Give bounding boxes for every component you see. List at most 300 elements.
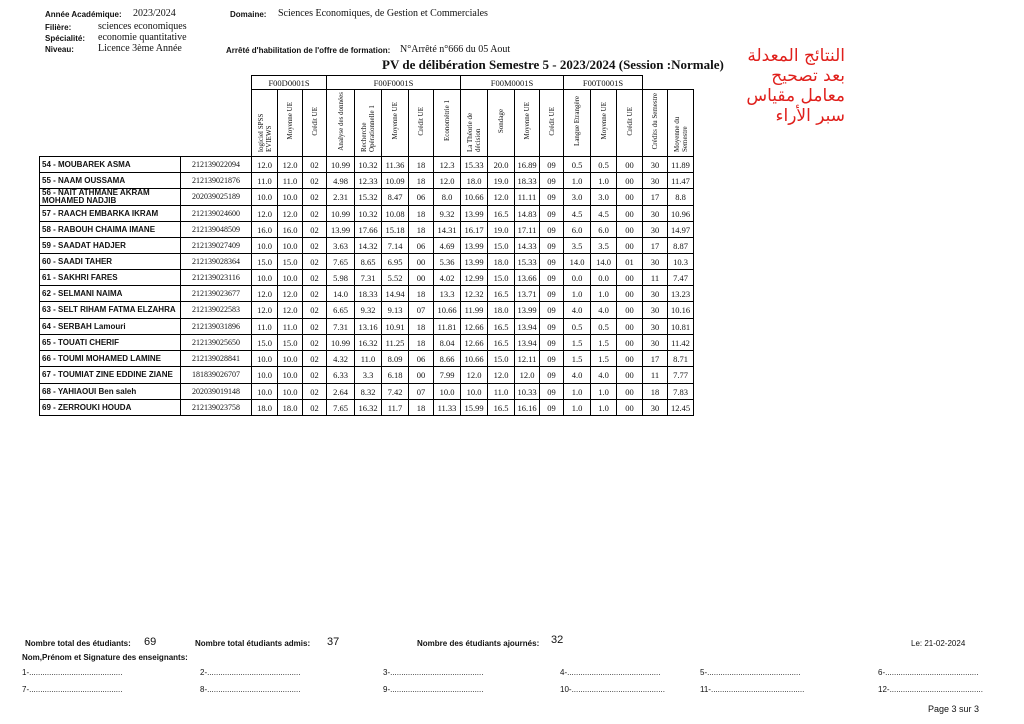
grade-cell: 15.18 <box>382 222 409 238</box>
grade-cell: 13.94 <box>515 335 540 351</box>
grade-cell: 8.32 <box>355 384 382 400</box>
grade-cell: 7.31 <box>327 319 355 335</box>
grade-cell: 09 <box>540 222 564 238</box>
grade-cell: 10.91 <box>382 319 409 335</box>
grade-cell: 2.64 <box>327 384 355 400</box>
student-matricule: 181839026707 <box>181 367 252 384</box>
subject-header: La Théorie de décision <box>461 90 488 157</box>
grade-cell: 4.0 <box>591 302 617 319</box>
grade-cell: 13.71 <box>515 286 540 302</box>
grade-cell: 15.33 <box>515 254 540 270</box>
grade-cell: 1.0 <box>591 384 617 400</box>
grade-cell: 16.32 <box>355 400 382 416</box>
grade-cell: 16.5 <box>488 335 515 351</box>
grade-cell: 10.0 <box>278 238 303 254</box>
student-name: 65 - TOUATI CHERIF <box>40 335 181 351</box>
grade-cell: 17.11 <box>515 222 540 238</box>
ajournes-value: 32 <box>551 634 564 646</box>
grade-cell: 12.0 <box>278 302 303 319</box>
grade-cell: 11.25 <box>382 335 409 351</box>
subject-header: Moyenne UE <box>382 90 409 157</box>
table-row <box>40 173 694 189</box>
student-matricule: 212139021876 <box>181 173 252 189</box>
student-matricule: 212139023758 <box>181 400 252 416</box>
grade-cell: 8.0 <box>434 189 461 206</box>
grade-cell: 18 <box>409 173 434 189</box>
arrete-value: N°Arrêté n°666 du 05 Aout <box>400 44 511 55</box>
signature-line: 5-.......................................... <box>700 668 801 677</box>
grade-cell: 09 <box>540 319 564 335</box>
grade-cell: 18 <box>409 157 434 173</box>
grade-cell: 14.97 <box>668 222 694 238</box>
grade-cell: 09 <box>540 286 564 302</box>
grade-cell: 15.0 <box>252 254 278 270</box>
grade-cell: 12.11 <box>515 351 540 367</box>
grade-cell: 6.18 <box>382 367 409 384</box>
grade-cell: 15.0 <box>278 254 303 270</box>
grade-cell: 10.0 <box>434 384 461 400</box>
table-row <box>40 319 694 335</box>
blank-cell <box>40 76 252 90</box>
grade-cell: 1.0 <box>564 286 591 302</box>
grade-cell: 15.0 <box>488 238 515 254</box>
grade-cell: 09 <box>540 157 564 173</box>
subject-header: Moyenne UE <box>515 90 540 157</box>
grade-cell: 11 <box>643 367 668 384</box>
grade-cell: 14.0 <box>327 286 355 302</box>
grade-cell: 18 <box>409 335 434 351</box>
grade-cell: 14.32 <box>355 238 382 254</box>
group-header: F00T0001S <box>564 76 643 90</box>
grade-cell: 18.33 <box>515 173 540 189</box>
grade-cell: 00 <box>617 286 643 302</box>
grade-cell: 00 <box>617 222 643 238</box>
student-name: 69 - ZERROUKI HOUDA <box>40 400 181 416</box>
grade-cell: 02 <box>303 270 327 286</box>
grade-cell: 00 <box>617 238 643 254</box>
grade-cell: 13.99 <box>461 206 488 222</box>
student-matricule: 212139022583 <box>181 302 252 319</box>
student-matricule: 212139024600 <box>181 206 252 222</box>
note-line-2: بعد تصحيح <box>771 66 845 86</box>
student-name: 66 - TOUMI MOHAMED LAMINE <box>40 351 181 367</box>
grade-cell: 20.0 <box>488 157 515 173</box>
grade-cell: 3.3 <box>355 367 382 384</box>
grade-cell: 09 <box>540 270 564 286</box>
note-line-1: النتائج المعدلة <box>747 46 845 66</box>
blank-cell <box>643 76 694 90</box>
grade-cell: 3.5 <box>564 238 591 254</box>
student-matricule: 212139022094 <box>181 157 252 173</box>
grade-cell: 13.3 <box>434 286 461 302</box>
grade-cell: 12.0 <box>515 367 540 384</box>
grade-cell: 18.0 <box>488 254 515 270</box>
grade-cell: 10.99 <box>327 157 355 173</box>
grade-cell: 12.0 <box>488 367 515 384</box>
student-name: 54 - MOUBAREK ASMA <box>40 157 181 173</box>
grade-cell: 8.71 <box>668 351 694 367</box>
grade-cell: 14.0 <box>591 254 617 270</box>
grade-cell: 14.31 <box>434 222 461 238</box>
signature-line: 9-.......................................... <box>383 685 484 694</box>
grade-cell: 02 <box>303 400 327 416</box>
group-header: F00F0001S <box>327 76 461 90</box>
subject-header: Moyenne du Semestre <box>668 90 694 157</box>
grade-cell: 02 <box>303 286 327 302</box>
grade-cell: 1.5 <box>591 351 617 367</box>
results-body <box>40 157 694 416</box>
grade-cell: 12.0 <box>278 157 303 173</box>
subject-header: Crédit UE <box>617 90 643 157</box>
grade-cell: 16.5 <box>488 319 515 335</box>
grade-cell: 10.0 <box>252 367 278 384</box>
grade-cell: 5.36 <box>434 254 461 270</box>
student-name: 64 - SERBAH Lamouri <box>40 319 181 335</box>
signature-label: Nom,Prénom et Signature des enseignants: <box>22 653 188 662</box>
grade-cell: 00 <box>617 367 643 384</box>
subject-header: Moyenne UE <box>591 90 617 157</box>
grade-cell: 12.0 <box>252 302 278 319</box>
admis-label: Nombre total étudiants admis: <box>195 639 311 648</box>
grade-cell: 10.81 <box>668 319 694 335</box>
grade-cell: 10.0 <box>461 384 488 400</box>
grade-cell: 4.02 <box>434 270 461 286</box>
grade-cell: 12.0 <box>461 367 488 384</box>
grade-cell: 7.83 <box>668 384 694 400</box>
grade-cell: 2.31 <box>327 189 355 206</box>
grade-cell: 00 <box>617 351 643 367</box>
grade-cell: 0.5 <box>591 157 617 173</box>
grade-cell: 4.69 <box>434 238 461 254</box>
grade-cell: 13.99 <box>461 254 488 270</box>
grade-cell: 02 <box>303 302 327 319</box>
grade-cell: 00 <box>617 173 643 189</box>
grade-cell: 6.33 <box>327 367 355 384</box>
grade-cell: 4.5 <box>591 206 617 222</box>
student-name: 59 - SAADAT HADJER <box>40 238 181 254</box>
grade-cell: 16.16 <box>515 400 540 416</box>
grade-cell: 15.0 <box>488 351 515 367</box>
grade-cell: 1.0 <box>564 173 591 189</box>
grade-cell: 7.65 <box>327 400 355 416</box>
grade-cell: 00 <box>617 319 643 335</box>
student-name: 68 - YAHIAOUI Ben saleh <box>40 384 181 400</box>
grade-cell: 13.23 <box>668 286 694 302</box>
grade-cell: 8.87 <box>668 238 694 254</box>
grade-cell: 5.52 <box>382 270 409 286</box>
grade-cell: 4.0 <box>564 302 591 319</box>
grade-cell: 8.47 <box>382 189 409 206</box>
annee-label: Année Académique: <box>45 10 122 19</box>
grade-cell: 16.17 <box>461 222 488 238</box>
grade-cell: 16.32 <box>355 335 382 351</box>
grade-cell: 10.99 <box>327 206 355 222</box>
grade-cell: 12.66 <box>461 319 488 335</box>
grade-cell: 1.0 <box>591 173 617 189</box>
signature-line: 12-.......................................... <box>878 685 983 694</box>
student-matricule: 212139027409 <box>181 238 252 254</box>
grade-cell: 11.0 <box>355 351 382 367</box>
subject-header: logiciel SPSS EVIEWS <box>252 90 278 157</box>
grade-cell: 02 <box>303 335 327 351</box>
grade-cell: 11.36 <box>382 157 409 173</box>
subject-header: Langue Etrangère <box>564 90 591 157</box>
grade-cell: 10.33 <box>515 384 540 400</box>
note-line-4: سبر الأراء <box>775 106 845 126</box>
grade-cell: 09 <box>540 351 564 367</box>
grade-cell: 12.0 <box>278 286 303 302</box>
niveau-value: Licence 3ème Année <box>98 43 182 54</box>
grade-cell: 6.95 <box>382 254 409 270</box>
grade-cell: 12.0 <box>278 206 303 222</box>
grade-cell: 18.0 <box>278 400 303 416</box>
grade-cell: 30 <box>643 157 668 173</box>
student-matricule: 202039019148 <box>181 384 252 400</box>
grade-cell: 02 <box>303 319 327 335</box>
grade-cell: 18.0 <box>488 302 515 319</box>
grade-cell: 0.0 <box>591 270 617 286</box>
specialite-label: Spécialité: <box>45 34 86 43</box>
grade-cell: 10.0 <box>252 384 278 400</box>
ajournes-label: Nombre des étudiants ajournés: <box>417 639 540 648</box>
grade-cell: 02 <box>303 384 327 400</box>
subject-header: Moyenne UE <box>278 90 303 157</box>
table-row <box>40 384 694 400</box>
grade-cell: 11.81 <box>434 319 461 335</box>
grade-cell: 00 <box>617 335 643 351</box>
grade-cell: 10.66 <box>461 351 488 367</box>
table-row <box>40 222 694 238</box>
grade-cell: 09 <box>540 254 564 270</box>
grade-cell: 12.99 <box>461 270 488 286</box>
grade-cell: 02 <box>303 173 327 189</box>
grade-cell: 13.94 <box>515 319 540 335</box>
grade-cell: 10.0 <box>278 384 303 400</box>
grade-cell: 10.0 <box>278 351 303 367</box>
grade-cell: 30 <box>643 286 668 302</box>
grade-cell: 12.0 <box>488 189 515 206</box>
table-row <box>40 286 694 302</box>
table-row <box>40 302 694 319</box>
grade-cell: 0.5 <box>564 157 591 173</box>
grade-cell: 00 <box>409 270 434 286</box>
grade-cell: 09 <box>540 384 564 400</box>
grade-cell: 30 <box>643 254 668 270</box>
domaine-label: Domaine: <box>230 10 267 19</box>
grade-cell: 10.09 <box>382 173 409 189</box>
grade-cell: 7.65 <box>327 254 355 270</box>
total-value: 69 <box>144 636 157 648</box>
grade-cell: 13.99 <box>461 238 488 254</box>
grade-cell: 10.16 <box>668 302 694 319</box>
group-header: F00M0001S <box>461 76 564 90</box>
grade-cell: 10.0 <box>252 351 278 367</box>
grade-cell: 30 <box>643 335 668 351</box>
grade-cell: 11.33 <box>434 400 461 416</box>
annee-value: 2023/2024 <box>133 8 176 19</box>
table-row <box>40 254 694 270</box>
signature-line: 7-.......................................... <box>22 685 123 694</box>
grade-cell: 11.0 <box>252 173 278 189</box>
grade-cell: 10.0 <box>278 367 303 384</box>
subject-header: Crédit UE <box>540 90 564 157</box>
table-row <box>40 367 694 384</box>
grade-cell: 11 <box>643 270 668 286</box>
grade-cell: 15.33 <box>461 157 488 173</box>
table-row <box>40 206 694 222</box>
grade-cell: 1.5 <box>591 335 617 351</box>
grade-cell: 14.33 <box>515 238 540 254</box>
grade-cell: 09 <box>540 367 564 384</box>
grade-cell: 10.0 <box>252 238 278 254</box>
grade-cell: 15.0 <box>488 270 515 286</box>
grade-cell: 30 <box>643 222 668 238</box>
grade-cell: 19.0 <box>488 173 515 189</box>
grade-cell: 15.32 <box>355 189 382 206</box>
student-name: 56 - NAIT ATHMANE AKRAM MOHAMED NADJIB <box>40 189 181 206</box>
subject-header: Econométrie 1 <box>434 90 461 157</box>
grade-cell: 09 <box>540 400 564 416</box>
grade-cell: 01 <box>617 254 643 270</box>
print-date: Le: 21-02-2024 <box>911 639 966 648</box>
grade-cell: 18 <box>643 384 668 400</box>
grade-cell: 02 <box>303 254 327 270</box>
grade-cell: 8.65 <box>355 254 382 270</box>
admis-value: 37 <box>327 636 340 648</box>
grade-cell: 0.5 <box>564 319 591 335</box>
subject-header: Crédit UE <box>409 90 434 157</box>
grade-cell: 13.16 <box>355 319 382 335</box>
grade-cell: 12.45 <box>668 400 694 416</box>
grade-cell: 12.0 <box>434 173 461 189</box>
signature-line: 4-.......................................... <box>560 668 661 677</box>
grade-cell: 4.32 <box>327 351 355 367</box>
grade-cell: 30 <box>643 206 668 222</box>
grade-cell: 10.32 <box>355 157 382 173</box>
grade-cell: 00 <box>409 367 434 384</box>
grade-cell: 02 <box>303 157 327 173</box>
grade-cell: 00 <box>617 400 643 416</box>
results-table <box>39 75 694 416</box>
grade-cell: 5.98 <box>327 270 355 286</box>
grade-cell: 8.04 <box>434 335 461 351</box>
grade-cell: 3.0 <box>591 189 617 206</box>
filiere-value: sciences economiques <box>98 21 187 32</box>
table-row <box>40 238 694 254</box>
grade-cell: 17 <box>643 189 668 206</box>
grade-cell: 11.42 <box>668 335 694 351</box>
grade-cell: 12.0 <box>252 206 278 222</box>
grade-cell: 11.0 <box>278 173 303 189</box>
student-name: 62 - SELMANI NAIMA <box>40 286 181 302</box>
grade-cell: 8.66 <box>434 351 461 367</box>
grade-cell: 1.0 <box>564 400 591 416</box>
grade-cell: 8.09 <box>382 351 409 367</box>
grade-cell: 18.0 <box>252 400 278 416</box>
subject-header: Crédit UE <box>303 90 327 157</box>
student-name: 60 - SAADI TAHER <box>40 254 181 270</box>
grade-cell: 11.11 <box>515 189 540 206</box>
grade-cell: 14.0 <box>564 254 591 270</box>
grade-cell: 02 <box>303 238 327 254</box>
table-row <box>40 270 694 286</box>
subject-header-row <box>40 90 694 157</box>
student-name: 63 - SELT RIHAM FATMA ELZAHRA <box>40 302 181 319</box>
grade-cell: 12.0 <box>252 286 278 302</box>
arrete-label: Arrêté d'habilitation de l'offre de formation: <box>226 46 391 55</box>
grade-cell: 09 <box>540 238 564 254</box>
grade-cell: 4.5 <box>564 206 591 222</box>
grade-cell: 11.47 <box>668 173 694 189</box>
student-matricule: 212139023677 <box>181 286 252 302</box>
grade-cell: 16.5 <box>488 206 515 222</box>
grade-cell: 30 <box>643 319 668 335</box>
filiere-label: Filière: <box>45 23 72 32</box>
grade-cell: 9.32 <box>355 302 382 319</box>
grade-cell: 11.0 <box>252 319 278 335</box>
student-matricule: 212139048509 <box>181 222 252 238</box>
grade-cell: 3.63 <box>327 238 355 254</box>
grade-cell: 10.0 <box>252 270 278 286</box>
grade-cell: 10.32 <box>355 206 382 222</box>
grade-cell: 1.0 <box>591 400 617 416</box>
grade-cell: 14.83 <box>515 206 540 222</box>
subject-header: Crédits du Semestre <box>643 90 668 157</box>
grade-cell: 17 <box>643 238 668 254</box>
signature-line: 10-.......................................... <box>560 685 665 694</box>
table-row <box>40 157 694 173</box>
signature-line: 3-.......................................... <box>383 668 484 677</box>
grade-cell: 00 <box>617 302 643 319</box>
grade-cell: 18 <box>409 400 434 416</box>
grade-cell: 09 <box>540 189 564 206</box>
grade-cell: 16.5 <box>488 286 515 302</box>
grade-cell: 3.5 <box>591 238 617 254</box>
grade-cell: 7.99 <box>434 367 461 384</box>
grade-cell: 10.08 <box>382 206 409 222</box>
grade-cell: 10.0 <box>252 189 278 206</box>
grade-cell: 10.3 <box>668 254 694 270</box>
grade-cell: 7.42 <box>382 384 409 400</box>
grade-cell: 10.66 <box>434 302 461 319</box>
grade-cell: 09 <box>540 173 564 189</box>
grade-cell: 13.99 <box>515 302 540 319</box>
page-number: Page 3 sur 3 <box>928 704 980 714</box>
grade-cell: 07 <box>409 384 434 400</box>
student-name: 61 - SAKHRI FARES <box>40 270 181 286</box>
signature-line: 11-.......................................... <box>700 685 805 694</box>
domaine-value: Sciences Economiques, de Gestion et Commerciales <box>278 8 488 19</box>
student-name: 55 - NAAM OUSSAMA <box>40 173 181 189</box>
correction-note <box>720 46 845 126</box>
grade-cell: 02 <box>303 367 327 384</box>
grade-cell: 4.0 <box>564 367 591 384</box>
grade-cell: 6.0 <box>591 222 617 238</box>
student-matricule: 202039025189 <box>181 189 252 206</box>
subject-header: Recherche Opérationnelle 1 <box>355 90 382 157</box>
grade-cell: 00 <box>617 384 643 400</box>
grade-cell: 07 <box>409 302 434 319</box>
grade-cell: 1.0 <box>564 384 591 400</box>
grade-cell: 10.96 <box>668 206 694 222</box>
student-matricule: 212139023116 <box>181 270 252 286</box>
grade-cell: 11.99 <box>461 302 488 319</box>
grade-cell: 15.0 <box>278 335 303 351</box>
grade-cell: 00 <box>617 206 643 222</box>
grade-cell: 1.5 <box>564 351 591 367</box>
grade-cell: 16.0 <box>278 222 303 238</box>
grade-cell: 18 <box>409 206 434 222</box>
